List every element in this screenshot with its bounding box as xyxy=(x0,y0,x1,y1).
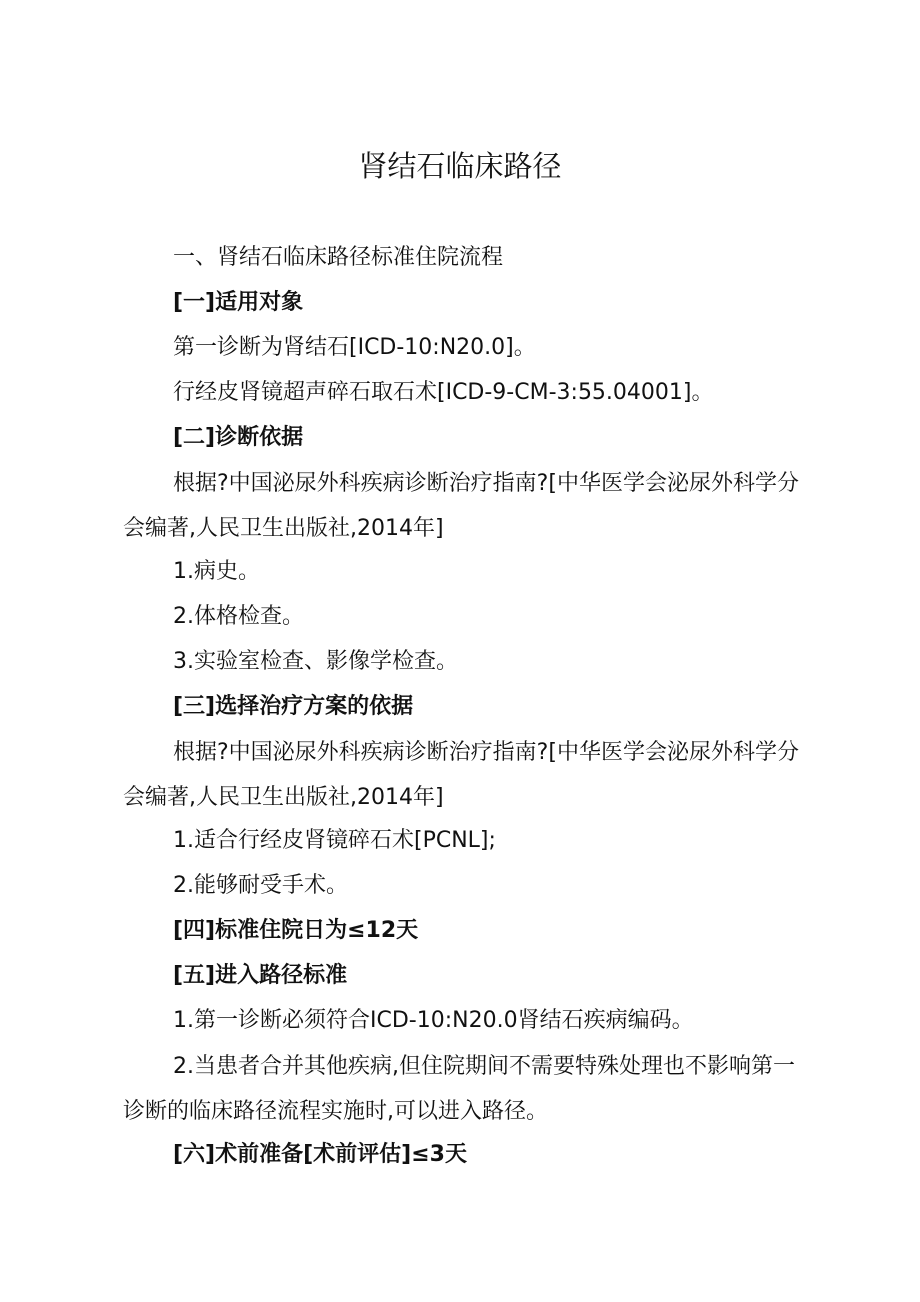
paragraph: 根据?中国泌尿外科疾病诊断治疗指南?[中华医学会泌尿外科学分会编著,人民卫生出版社,2014年] xyxy=(123,471,799,541)
list-item: 1.病史。 xyxy=(173,559,260,584)
list-item: 1.适合行经皮肾镜碎石术[PCNL]; xyxy=(173,828,496,853)
subsection-heading: [一]适用对象 xyxy=(173,290,304,315)
paragraph: 根据?中国泌尿外科疾病诊断治疗指南?[中华医学会泌尿外科学分会编著,人民卫生出版社,2014年] xyxy=(123,740,799,810)
paragraph: 2.当患者合并其他疾病,但住院期间不需要特殊处理也不影响第一诊断的临床路径流程实施时,可以进入路径。 xyxy=(123,1054,795,1124)
list-item: 2.能够耐受手术。 xyxy=(173,873,348,898)
list-item: 3.实验室检查、影像学检查。 xyxy=(173,649,458,674)
subsection-heading: [三]选择治疗方案的依据 xyxy=(173,694,414,719)
subsection-heading: [四]标准住院日为≤12天 xyxy=(173,918,419,943)
subsection-heading: [二]诊断依据 xyxy=(173,425,304,450)
paragraph-line: 行经皮肾镜超声碎石取石术[ICD-9-CM-3:55.04001]。 xyxy=(173,380,714,405)
list-item: 1.第一诊断必须符合ICD-10:N20.0肾结石疾病编码。 xyxy=(173,1008,694,1033)
document-title: 肾结石临床路径 xyxy=(358,149,562,183)
list-item: 2.体格检查。 xyxy=(173,604,304,629)
subsection-heading: [五]进入路径标准 xyxy=(173,963,348,988)
section-heading: 一、肾结石临床路径标准住院流程 xyxy=(173,245,504,270)
paragraph-line: 第一诊断为肾结石[ICD-10:N20.0]。 xyxy=(173,335,536,360)
subsection-heading: [六]术前准备[术前评估]≤3天 xyxy=(173,1142,467,1167)
